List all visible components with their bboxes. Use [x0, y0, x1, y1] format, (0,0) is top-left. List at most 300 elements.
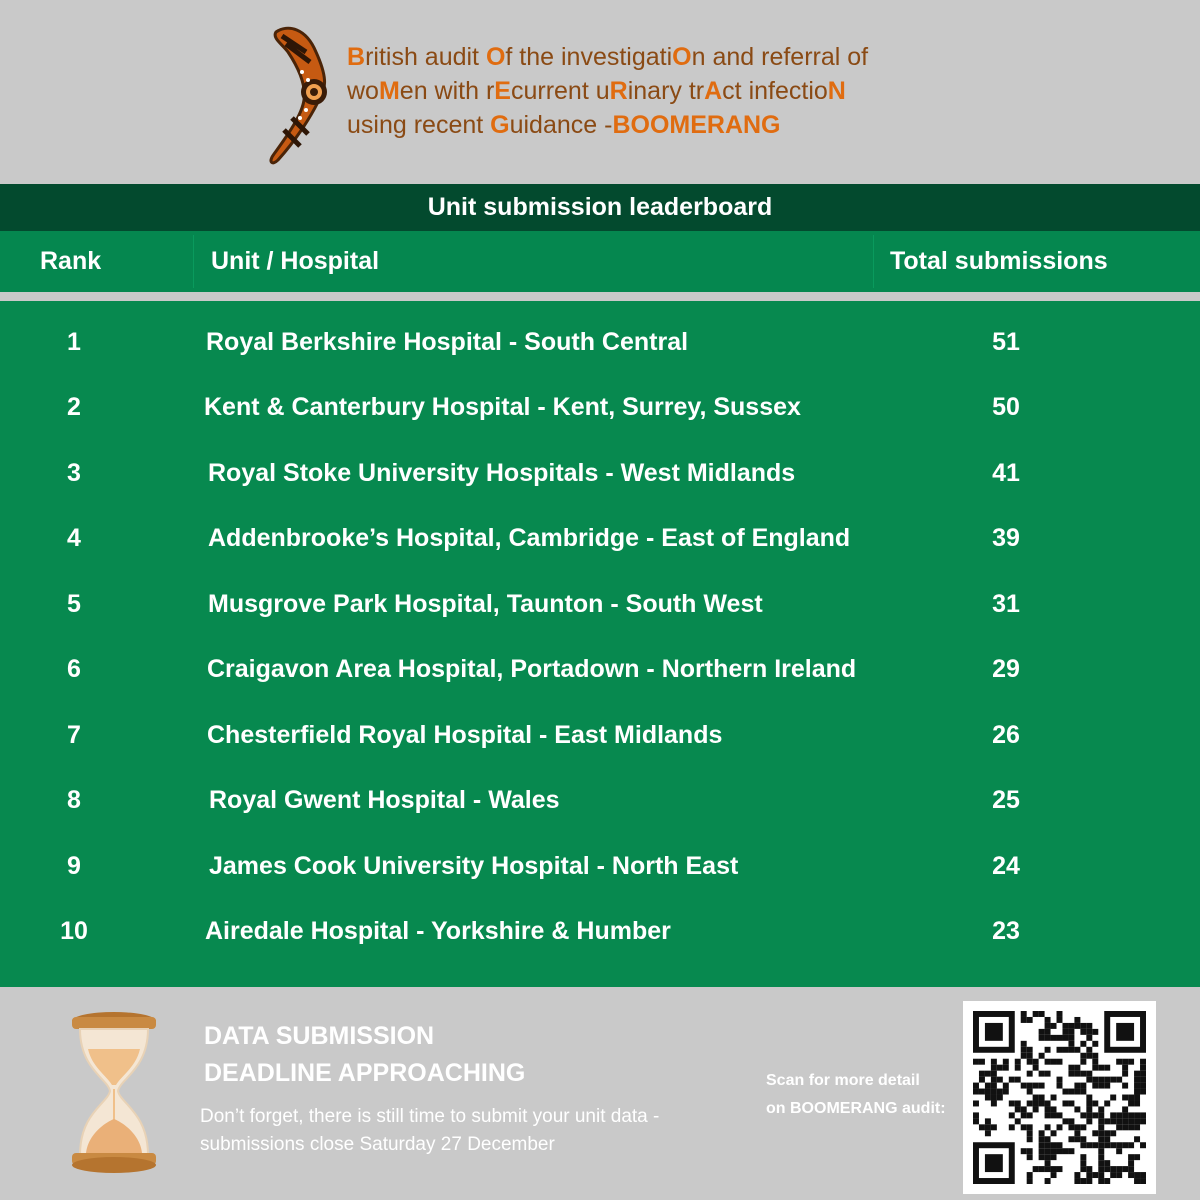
qr-module [1092, 1041, 1098, 1047]
rank-cell: 7 [67, 721, 81, 749]
qr-module [1027, 1083, 1033, 1089]
qr-module [979, 1071, 985, 1077]
qr-module [1092, 1059, 1098, 1065]
title-text: f the investigati [505, 43, 673, 71]
qr-module [1027, 1172, 1033, 1178]
qr-module [1027, 1017, 1033, 1023]
qr-module [1134, 1095, 1140, 1101]
qr-module [1116, 1166, 1122, 1172]
qr-module [1116, 1148, 1122, 1154]
qr-module [1098, 1160, 1104, 1166]
qr-module [1092, 1100, 1098, 1106]
qr-module [1128, 1142, 1134, 1148]
qr-module [1116, 1172, 1122, 1178]
qr-module [1027, 1059, 1033, 1065]
qr-module [1015, 1059, 1021, 1065]
qr-finder [1116, 1023, 1134, 1041]
qr-module [1134, 1077, 1140, 1083]
qr-module [1104, 1118, 1110, 1124]
qr-module [1134, 1112, 1140, 1118]
qr-module [1021, 1106, 1027, 1112]
qr-module [1080, 1160, 1086, 1166]
qr-module [991, 1095, 997, 1101]
qr-module [1039, 1136, 1045, 1142]
page-header [0, 0, 1200, 184]
rank-cell: 10 [60, 917, 88, 945]
qr-module [1062, 1118, 1068, 1124]
qr-module [1045, 1112, 1051, 1118]
qr-module [1086, 1035, 1092, 1041]
qr-module [991, 1124, 997, 1130]
qr-module [1086, 1178, 1092, 1184]
qr-finder [985, 1154, 1003, 1172]
table-row [0, 898, 1200, 964]
qr-module [1068, 1047, 1074, 1053]
qr-module [1051, 1154, 1057, 1160]
title-highlight-letter: M [378, 77, 400, 105]
qr-module [991, 1083, 997, 1089]
qr-module [1057, 1059, 1063, 1065]
qr-module [979, 1124, 985, 1130]
deadline-heading-line: DATA SUBMISSION [204, 1022, 435, 1050]
qr-module [1039, 1095, 1045, 1101]
qr-module [1068, 1136, 1074, 1142]
title-text: ct infectio [722, 77, 828, 105]
qr-module [1062, 1047, 1068, 1053]
qr-module [1134, 1136, 1140, 1142]
qr-module [1074, 1178, 1080, 1184]
qr-module [1057, 1124, 1063, 1130]
qr-module [1039, 1053, 1045, 1059]
qr-module [1092, 1077, 1098, 1083]
qr-finder [985, 1023, 1003, 1041]
qr-module [1027, 1089, 1033, 1095]
rank-cell: 1 [67, 328, 81, 356]
qr-module [1086, 1077, 1092, 1083]
qr-module [1122, 1059, 1128, 1065]
qr-module [1086, 1112, 1092, 1118]
qr-module [991, 1071, 997, 1077]
qr-module [1092, 1172, 1098, 1178]
qr-module [997, 1065, 1003, 1071]
qr-module [1122, 1118, 1128, 1124]
qr-module [1015, 1077, 1021, 1083]
qr-module [1045, 1035, 1051, 1041]
qr-module [1098, 1130, 1104, 1136]
total-cell: 23 [992, 917, 1020, 945]
title-highlight-letter: B [347, 43, 366, 71]
leaderboard-title: Unit submission leaderboard [0, 184, 1200, 231]
qr-module [1134, 1083, 1140, 1089]
qr-module [1074, 1065, 1080, 1071]
qr-module [1039, 1029, 1045, 1035]
qr-module [1122, 1095, 1128, 1101]
qr-module [1009, 1112, 1015, 1118]
title-highlight-letter: G [490, 111, 510, 139]
unit-cell: Royal Berkshire Hospital - South Central [206, 328, 689, 356]
table-row [0, 702, 1200, 768]
column-divider [873, 235, 874, 288]
qr-module [1122, 1112, 1128, 1118]
qr-module [1027, 1154, 1033, 1160]
qr-module [1134, 1124, 1140, 1130]
header-separator [0, 292, 1200, 301]
qr-module [1128, 1160, 1134, 1166]
qr-module [1080, 1136, 1086, 1142]
qr-module [1062, 1148, 1068, 1154]
qr-module [1068, 1148, 1074, 1154]
qr-module [1140, 1083, 1146, 1089]
qr-module [1110, 1130, 1116, 1136]
qr-module [1057, 1035, 1063, 1041]
qr-module [1080, 1154, 1086, 1160]
qr-module [1045, 1142, 1051, 1148]
qr-module [1122, 1065, 1128, 1071]
qr-module [1057, 1166, 1063, 1172]
total-cell: 25 [992, 786, 1020, 814]
qr-module [1051, 1023, 1057, 1029]
qr-module [1027, 1130, 1033, 1136]
audit-title-line [347, 74, 868, 108]
qr-module [1092, 1029, 1098, 1035]
qr-module [1098, 1178, 1104, 1184]
title-text: current u [510, 77, 610, 105]
qr-module [1039, 1011, 1045, 1017]
rank-cell: 8 [67, 786, 81, 814]
qr-module [1074, 1089, 1080, 1095]
qr-module [1110, 1095, 1116, 1101]
qr-module [973, 1112, 979, 1118]
qr-module [973, 1100, 979, 1106]
column-divider [193, 235, 194, 288]
qr-module [1021, 1112, 1027, 1118]
qr-module [1116, 1118, 1122, 1124]
qr-module [1110, 1166, 1116, 1172]
qr-module [1134, 1178, 1140, 1184]
leaderboard-body [0, 301, 1200, 987]
qr-module [1080, 1029, 1086, 1035]
qr-module [1068, 1041, 1074, 1047]
qr-module [1074, 1172, 1080, 1178]
audit-title-line [347, 108, 868, 142]
qr-module [1062, 1089, 1068, 1095]
qr-module [1128, 1166, 1134, 1172]
qr-module [1045, 1154, 1051, 1160]
qr-module [997, 1077, 1003, 1083]
qr-module [1039, 1035, 1045, 1041]
qr-module [1092, 1083, 1098, 1089]
qr-module [1098, 1124, 1104, 1130]
qr-module [1045, 1124, 1051, 1130]
column-header-row [0, 231, 1200, 292]
qr-module [1057, 1011, 1063, 1017]
qr-module [1122, 1106, 1128, 1112]
qr-module [1140, 1112, 1146, 1118]
column-header-rank: Rank [40, 247, 102, 275]
qr-module [1128, 1154, 1134, 1160]
qr-module [991, 1100, 997, 1106]
qr-module [1068, 1100, 1074, 1106]
qr-module [1074, 1047, 1080, 1053]
qr-module [1080, 1023, 1086, 1029]
qr-module [1140, 1089, 1146, 1095]
qr-module [1080, 1083, 1086, 1089]
qr-module [985, 1130, 991, 1136]
qr-module [985, 1071, 991, 1077]
qr-module [1128, 1118, 1134, 1124]
qr-module [1128, 1172, 1134, 1178]
qr-module [1116, 1059, 1122, 1065]
qr-module [1128, 1059, 1134, 1065]
qr-module [1098, 1172, 1104, 1178]
title-text: n and referral of [691, 43, 869, 71]
qr-module [1104, 1065, 1110, 1071]
qr-module [1033, 1100, 1039, 1106]
qr-module [1033, 1166, 1039, 1172]
qr-module [1045, 1160, 1051, 1166]
qr-module [1027, 1053, 1033, 1059]
qr-module [1104, 1130, 1110, 1136]
qr-module [979, 1059, 985, 1065]
qr-module [1140, 1178, 1146, 1184]
qr-module [1045, 1023, 1051, 1029]
qr-module [1068, 1089, 1074, 1095]
qr-module [1140, 1172, 1146, 1178]
table-row [0, 440, 1200, 506]
qr-module [1086, 1106, 1092, 1112]
qr-module [1074, 1136, 1080, 1142]
qr-module [1057, 1142, 1063, 1148]
title-highlight-letter: E [494, 77, 511, 105]
qr-module [1045, 1029, 1051, 1035]
table-row [0, 833, 1200, 899]
deadline-heading-line: DEADLINE APPROACHING [204, 1059, 526, 1087]
qr-module [1110, 1172, 1116, 1178]
qr-module [1003, 1059, 1009, 1065]
unit-cell: James Cook University Hospital - North East [209, 852, 739, 880]
qr-module [973, 1083, 979, 1089]
qr-module [1027, 1136, 1033, 1142]
qr-module [1039, 1130, 1045, 1136]
qr-module [1092, 1112, 1098, 1118]
qr-module [1080, 1071, 1086, 1077]
table-row [0, 505, 1200, 571]
qr-module [1092, 1142, 1098, 1148]
qr-module [1027, 1100, 1033, 1106]
table-row [0, 571, 1200, 637]
qr-module [997, 1089, 1003, 1095]
qr-module [1045, 1071, 1051, 1077]
qr-module [1057, 1077, 1063, 1083]
qr-module [985, 1118, 991, 1124]
qr-module [1116, 1124, 1122, 1130]
table-row [0, 636, 1200, 702]
total-cell: 39 [992, 524, 1020, 552]
qr-module [1104, 1166, 1110, 1172]
title-text: wo [347, 77, 379, 105]
qr-module [1021, 1148, 1027, 1154]
qr-module [1140, 1142, 1146, 1148]
scan-prompt-line: on BOOMERANG audit: [766, 1100, 946, 1117]
qr-module [1128, 1112, 1134, 1118]
qr-module [1068, 1124, 1074, 1130]
audit-title [347, 40, 868, 142]
qr-module [1086, 1166, 1092, 1172]
qr-module [1045, 1047, 1051, 1053]
qr-module [1074, 1106, 1080, 1112]
qr-module [1033, 1065, 1039, 1071]
qr-module [991, 1077, 997, 1083]
qr-module [1098, 1136, 1104, 1142]
qr-module [1045, 1148, 1051, 1154]
qr-module [1009, 1100, 1015, 1106]
qr-module [1086, 1053, 1092, 1059]
title-text: using recent [347, 111, 491, 139]
total-cell: 29 [992, 655, 1020, 683]
qr-module [1140, 1059, 1146, 1065]
qr-module [1033, 1083, 1039, 1089]
unit-cell: Chesterfield Royal Hospital - East Midlands [207, 721, 723, 749]
qr-module [1003, 1065, 1009, 1071]
table-row [0, 374, 1200, 440]
qr-module [1140, 1065, 1146, 1071]
qr-module [997, 1095, 1003, 1101]
qr-module [1062, 1100, 1068, 1106]
qr-module [1068, 1071, 1074, 1077]
qr-module [1086, 1172, 1092, 1178]
deadline-note-line: submissions close Saturday 27 December [200, 1134, 555, 1155]
qr-module [1039, 1083, 1045, 1089]
qr-module [1098, 1142, 1104, 1148]
unit-cell: Addenbrooke’s Hospital, Cambridge - East of England [208, 524, 851, 552]
qr-module [1122, 1166, 1128, 1172]
qr-code[interactable] [963, 1001, 1156, 1194]
rank-cell: 5 [67, 590, 81, 618]
qr-module [1027, 1047, 1033, 1053]
title-text: ritish audit [365, 43, 486, 71]
qr-module [1086, 1095, 1092, 1101]
qr-module [991, 1065, 997, 1071]
qr-module [1122, 1124, 1128, 1130]
qr-module [1104, 1160, 1110, 1166]
qr-module [1033, 1095, 1039, 1101]
qr-module [1045, 1100, 1051, 1106]
qr-module [1140, 1118, 1146, 1124]
qr-module [1098, 1077, 1104, 1083]
qr-module [1068, 1023, 1074, 1029]
qr-module [1062, 1035, 1068, 1041]
qr-module [1033, 1011, 1039, 1017]
title-text: inary tr [627, 77, 705, 105]
qr-module [1033, 1106, 1039, 1112]
qr-module [1074, 1023, 1080, 1029]
deadline-heading [204, 1018, 525, 1092]
qr-module [973, 1089, 979, 1095]
qr-module [1086, 1142, 1092, 1148]
qr-module [1021, 1083, 1027, 1089]
qr-module [1039, 1154, 1045, 1160]
qr-module [1039, 1100, 1045, 1106]
audit-title-line [347, 40, 868, 74]
scan-prompt-line: Scan for more detail [766, 1072, 920, 1089]
qr-module [1021, 1053, 1027, 1059]
column-header-total: Total submissions [890, 247, 1108, 275]
qr-module [1045, 1136, 1051, 1142]
qr-module [1051, 1112, 1057, 1118]
qr-module [1086, 1071, 1092, 1077]
qr-module [1092, 1065, 1098, 1071]
qr-module [1068, 1065, 1074, 1071]
qr-module [1098, 1065, 1104, 1071]
table-row [0, 309, 1200, 375]
qr-module [1009, 1124, 1015, 1130]
qr-module [985, 1124, 991, 1130]
qr-module [1051, 1172, 1057, 1178]
qr-module [1104, 1142, 1110, 1148]
qr-module [1104, 1083, 1110, 1089]
title-highlight-letter: N [827, 77, 846, 105]
table-row [0, 767, 1200, 833]
qr-module [1068, 1118, 1074, 1124]
column-header-unit: Unit / Hospital [211, 247, 380, 275]
qr-module [1086, 1047, 1092, 1053]
qr-module [1134, 1071, 1140, 1077]
qr-module [1080, 1059, 1086, 1065]
qr-module [1051, 1106, 1057, 1112]
qr-module [1122, 1083, 1128, 1089]
qr-module [1074, 1130, 1080, 1136]
qr-module [1122, 1142, 1128, 1148]
total-cell: 50 [992, 393, 1020, 421]
qr-module [1080, 1166, 1086, 1172]
qr-module [1045, 1178, 1051, 1184]
qr-module [1039, 1148, 1045, 1154]
qr-module [1092, 1053, 1098, 1059]
qr-module [1021, 1017, 1027, 1023]
qr-module [1045, 1017, 1051, 1023]
qr-module [1015, 1100, 1021, 1106]
qr-module [1045, 1106, 1051, 1112]
qr-module [1134, 1118, 1140, 1124]
title-highlight-letter: A [704, 77, 723, 105]
qr-module [985, 1083, 991, 1089]
qr-module [1039, 1166, 1045, 1172]
qr-module [1051, 1166, 1057, 1172]
total-cell: 31 [992, 590, 1020, 618]
total-cell: 41 [992, 459, 1020, 487]
qr-module [1134, 1172, 1140, 1178]
qr-module [1086, 1029, 1092, 1035]
qr-module [1110, 1142, 1116, 1148]
qr-module [1116, 1112, 1122, 1118]
qr-module [1080, 1041, 1086, 1047]
qr-module [1098, 1112, 1104, 1118]
qr-module [1074, 1017, 1080, 1023]
qr-module [1140, 1071, 1146, 1077]
total-cell: 51 [992, 328, 1020, 356]
total-cell: 24 [992, 852, 1020, 880]
qr-module [991, 1089, 997, 1095]
qr-module [1015, 1106, 1021, 1112]
qr-module [1110, 1118, 1116, 1124]
rank-cell: 9 [67, 852, 81, 880]
qr-module [1027, 1124, 1033, 1130]
qr-module [1104, 1136, 1110, 1142]
qr-module [1086, 1023, 1092, 1029]
qr-module [979, 1089, 985, 1095]
qr-module [1057, 1017, 1063, 1023]
qr-module [1128, 1095, 1134, 1101]
